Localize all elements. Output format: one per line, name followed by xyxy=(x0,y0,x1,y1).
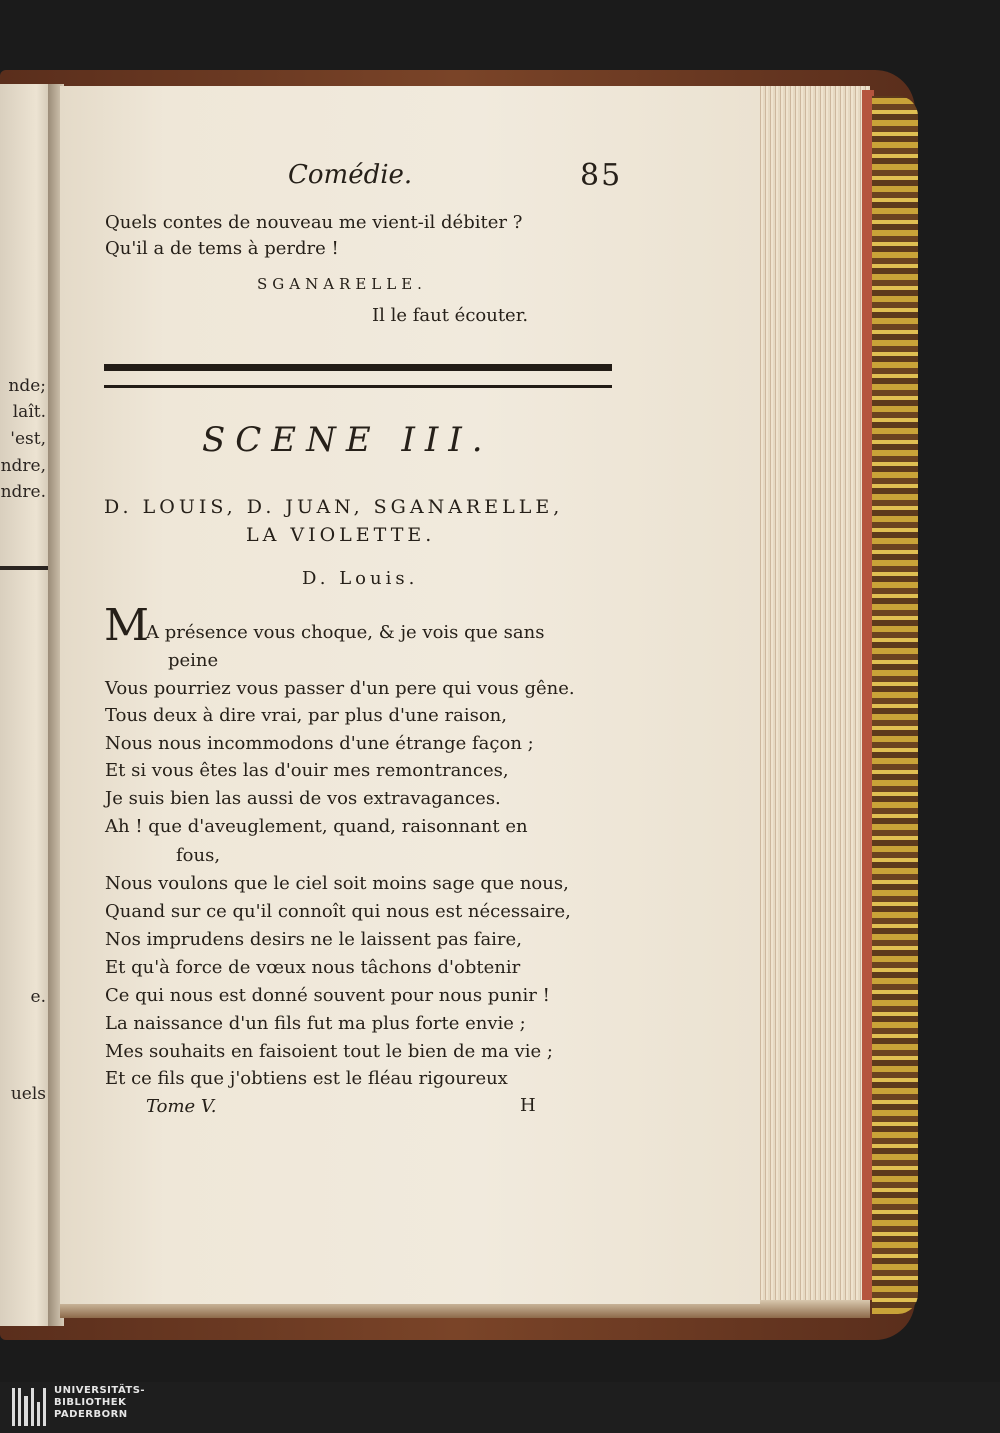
left-page-fragment: 'est, xyxy=(10,429,46,449)
section-rule xyxy=(104,385,612,388)
scene-title: SCENE III. xyxy=(202,420,493,460)
gilt-spine xyxy=(872,96,918,1314)
verse-line: Quand sur ce qu'il connoît qui nous est nécessaire, xyxy=(105,901,571,922)
verse-line: fous, xyxy=(176,845,221,866)
verse-line: La naissance d'un fils fut ma plus forte envie ; xyxy=(105,1013,526,1034)
left-page-rule xyxy=(0,566,52,570)
verse-line: Vous pourriez vous passer d'un pere qui vous gêne. xyxy=(105,678,575,699)
verse-line: Qu'il a de tems à perdre ! xyxy=(105,238,339,259)
left-page-fragment: ndre, xyxy=(0,456,46,476)
verse-line: Je suis bien las aussi de vos extravagances. xyxy=(105,788,501,809)
page-number: 85 xyxy=(580,158,623,193)
verse-line: Ah ! que d'aveuglement, quand, raisonnant en xyxy=(105,816,528,837)
verse-line: Nos imprudens desirs ne le laissent pas faire, xyxy=(105,929,522,950)
verse-line: Nous nous incommodons d'une étrange façon ; xyxy=(105,733,534,754)
speaker-name: D. Louis. xyxy=(302,568,419,589)
left-page-fragment: ndre. xyxy=(0,482,46,502)
page-edges xyxy=(748,86,870,1308)
cast-list: D. LOUIS, D. JUAN, SGANARELLE, xyxy=(104,496,564,518)
verse-line: Quels contes de nouveau me vient-il débiter ? xyxy=(105,212,523,233)
logo-line: UNIVERSITÄTS- xyxy=(54,1385,146,1396)
verse-line: Ce qui nous est donné souvent pour nous punir ! xyxy=(105,985,550,1006)
logo-line: PADERBORN xyxy=(54,1409,128,1420)
drop-cap: M xyxy=(104,600,150,651)
left-page-fragment: e. xyxy=(30,987,46,1007)
verse-line: Et qu'à force de vœux nous tâchons d'obtenir xyxy=(105,957,521,978)
cast-list: LA VIOLETTE. xyxy=(246,524,436,546)
verse-line: Mes souhaits en faisoient tout le bien de ma vie ; xyxy=(105,1041,553,1062)
verse-line: A présence vous choque, & je vois que sans xyxy=(146,622,545,643)
library-logo-icon xyxy=(12,1388,46,1426)
left-page-fragment: uels xyxy=(10,1084,46,1104)
left-page xyxy=(0,84,52,1326)
signature-mark: Tome V. xyxy=(146,1096,217,1117)
verse-line: Tous deux à dire vrai, par plus d'une raison, xyxy=(105,705,507,726)
section-rule xyxy=(104,364,612,371)
verse-line: Et ce fils que j'obtiens est le fléau rigoureux xyxy=(105,1068,508,1089)
speaker-name: SGANARELLE. xyxy=(257,275,427,293)
verse-line: Nous voulons que le ciel soit moins sage que nous, xyxy=(105,873,569,894)
signature-letter: H xyxy=(520,1095,536,1116)
library-logo-text xyxy=(54,1385,145,1421)
logo-line: BIBLIOTHEK xyxy=(54,1397,127,1408)
verse-line: Et si vous êtes las d'ouir mes remontrances, xyxy=(105,760,509,781)
left-page-fragment: laît. xyxy=(12,402,46,422)
running-head: Comédie. xyxy=(288,160,413,190)
verse-line: Il le faut écouter. xyxy=(372,305,529,326)
verse-line: peine xyxy=(168,650,219,671)
footer-bar xyxy=(0,1382,1000,1433)
left-page-fragment: nde; xyxy=(8,376,46,396)
